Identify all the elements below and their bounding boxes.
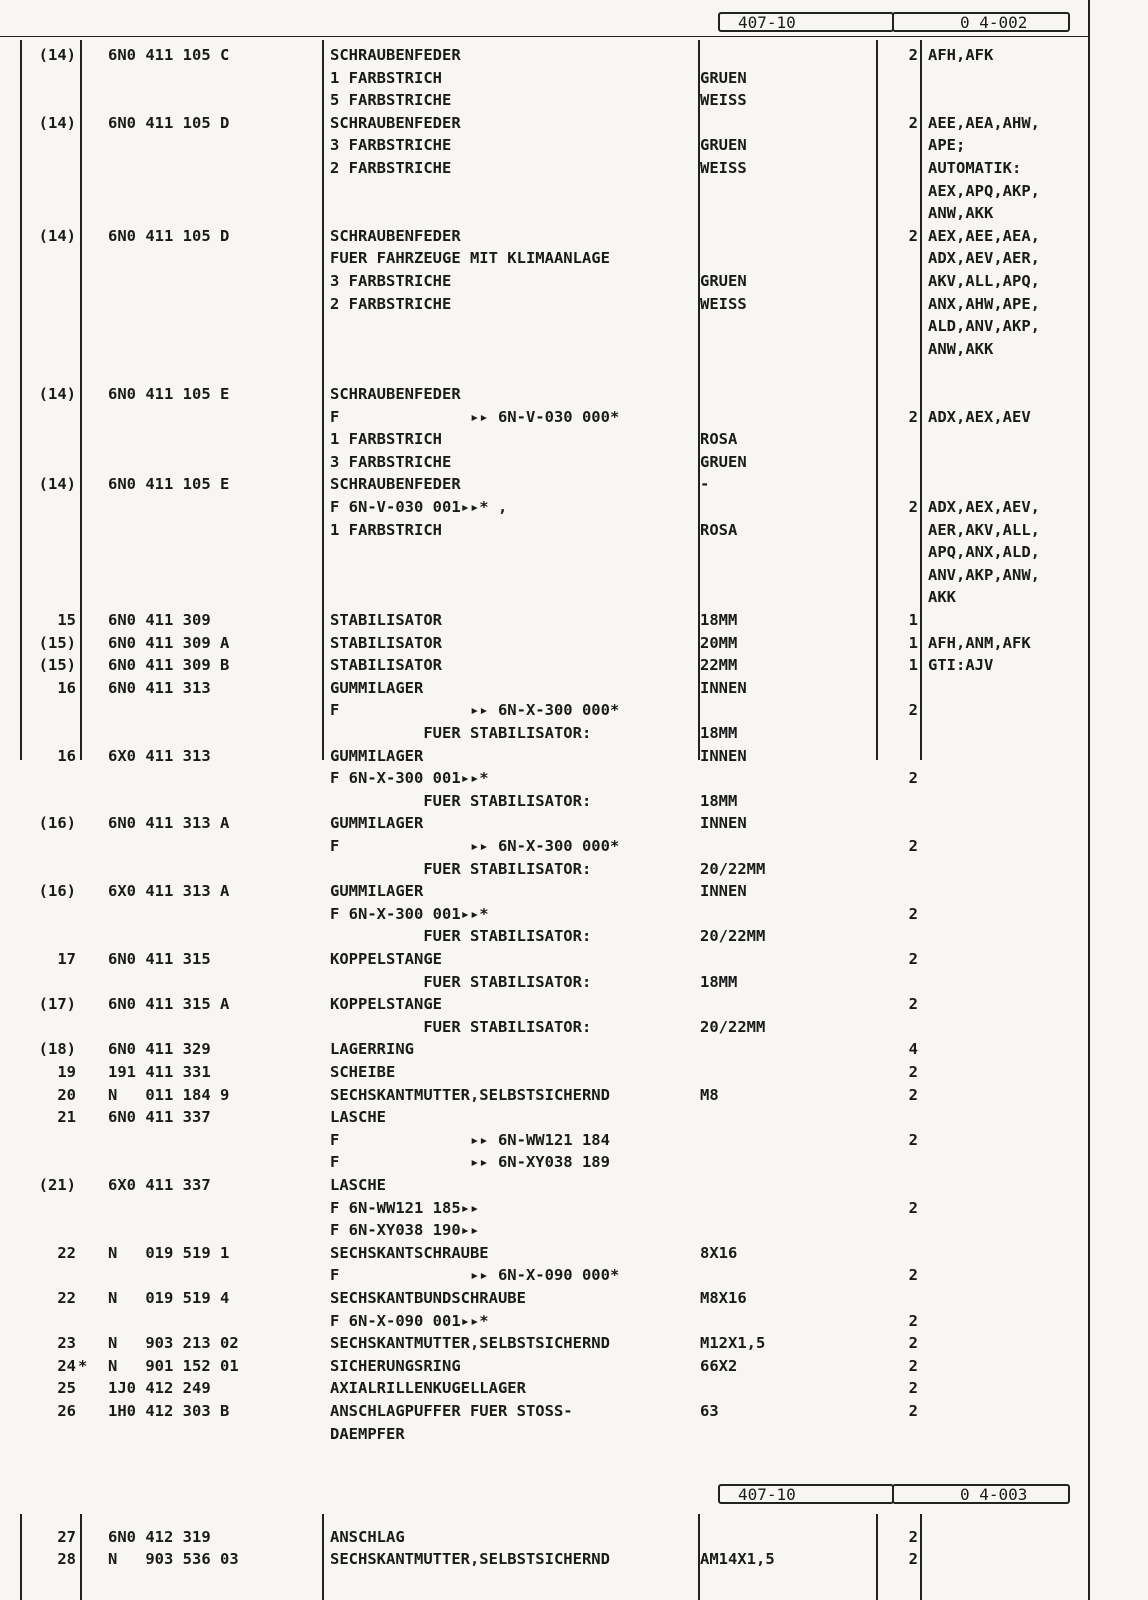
specification: ROSA bbox=[700, 430, 738, 449]
remark: AEX,AEE,AEA, bbox=[928, 226, 1040, 245]
page1-header-ref-box bbox=[892, 12, 1070, 32]
table-row bbox=[0, 745, 1148, 767]
description: F ▸▸ 6N-V-030 000* bbox=[330, 407, 620, 426]
remark: AFH,AFK bbox=[928, 46, 994, 64]
description: SCHRAUBENFEDER bbox=[330, 226, 461, 245]
quantity: 2 bbox=[908, 1266, 918, 1285]
table-row bbox=[0, 1174, 1148, 1196]
quantity: 2 bbox=[908, 904, 918, 923]
description: STABILISATOR bbox=[330, 633, 442, 652]
part-number: N 901 152 01 bbox=[108, 1356, 239, 1375]
description: GUMMILAGER bbox=[330, 814, 424, 833]
description: KOPPELSTANGE bbox=[330, 950, 442, 968]
quantity: 2 bbox=[908, 837, 918, 855]
table-row bbox=[0, 677, 1148, 699]
description: LAGERRING bbox=[330, 1040, 414, 1059]
quantity: 1 bbox=[908, 656, 918, 675]
table-row bbox=[0, 790, 1148, 812]
description: FUER STABILISATOR: bbox=[330, 1017, 592, 1036]
table-row bbox=[0, 1264, 1148, 1286]
description: FUER STABILISATOR: bbox=[330, 791, 592, 810]
item-number: 22 bbox=[57, 1243, 76, 1262]
specification: WEISS bbox=[700, 91, 747, 110]
specification: 8X16 bbox=[700, 1243, 738, 1262]
table-row bbox=[0, 586, 1148, 608]
description: LASCHE bbox=[330, 1176, 386, 1194]
specification: WEISS bbox=[700, 159, 747, 177]
table-row bbox=[0, 925, 1148, 947]
new-part-marker: * bbox=[78, 1356, 88, 1375]
table-row bbox=[0, 180, 1148, 202]
table-row bbox=[0, 1400, 1148, 1422]
quantity: 2 bbox=[908, 46, 918, 64]
item-number: 19 bbox=[57, 1063, 76, 1081]
specification: 18MM bbox=[700, 724, 738, 742]
specification: - bbox=[700, 475, 710, 494]
specification: M8 bbox=[700, 1085, 719, 1104]
item-number: (17) bbox=[38, 995, 76, 1014]
item-number: (15) bbox=[38, 656, 76, 675]
table-row bbox=[0, 293, 1148, 315]
table-row bbox=[0, 971, 1148, 993]
description: F 6N-XY038 190▸▸ bbox=[330, 1221, 480, 1240]
table-row bbox=[0, 1242, 1148, 1264]
table-row bbox=[0, 383, 1148, 405]
quantity: 2 bbox=[908, 701, 918, 720]
part-number: 6N0 411 309 bbox=[108, 611, 211, 629]
specification: M12X1,5 bbox=[700, 1334, 766, 1353]
description: DAEMPFER bbox=[330, 1424, 405, 1443]
description: GUMMILAGER bbox=[330, 882, 424, 901]
specification: GRUEN bbox=[700, 136, 747, 155]
item-number: (14) bbox=[38, 226, 76, 245]
description: STABILISATOR bbox=[330, 656, 442, 675]
remark: APQ,ANX,ALD, bbox=[928, 543, 1040, 562]
remark: ANW,AKK bbox=[928, 339, 994, 358]
quantity: 2 bbox=[908, 1402, 918, 1420]
quantity: 2 bbox=[908, 113, 918, 132]
remark: ANV,AKP,ANW, bbox=[928, 565, 1040, 584]
table-row bbox=[0, 903, 1148, 925]
description: F 6N-WW121 185▸▸ bbox=[330, 1198, 480, 1217]
description: FUER FAHRZEUGE MIT KLIMAANLAGE bbox=[330, 249, 610, 268]
part-number: 6N0 411 315 A bbox=[108, 995, 230, 1014]
part-number: 6N0 411 315 bbox=[108, 950, 211, 968]
item-number: (16) bbox=[38, 814, 76, 833]
part-number: 6N0 411 105 D bbox=[108, 226, 230, 245]
item-number: 24 bbox=[57, 1356, 76, 1375]
specification: 18MM bbox=[700, 611, 738, 629]
description: SECHSKANTMUTTER,SELBSTSICHERND bbox=[330, 1550, 610, 1568]
table-row bbox=[0, 541, 1148, 563]
specification: 18MM bbox=[700, 791, 738, 810]
table-row bbox=[0, 225, 1148, 247]
description: 3 FARBSTRICHE bbox=[330, 452, 452, 471]
item-number: 15 bbox=[57, 611, 76, 629]
table-row bbox=[0, 202, 1148, 224]
specification: 20/22MM bbox=[700, 927, 766, 946]
item-number: 21 bbox=[57, 1108, 76, 1127]
table-row bbox=[0, 247, 1148, 269]
table-row bbox=[0, 1377, 1148, 1399]
table-row bbox=[0, 632, 1148, 654]
remark: AEE,AEA,AHW, bbox=[928, 113, 1040, 132]
remark: ANX,AHW,APE, bbox=[928, 294, 1040, 313]
specification: ROSA bbox=[700, 520, 738, 539]
remark: ALD,ANV,AKP, bbox=[928, 317, 1040, 336]
table-row bbox=[0, 451, 1148, 473]
description: F ▸▸ 6N-X-090 000* bbox=[330, 1266, 620, 1285]
part-number: 191 411 331 bbox=[108, 1063, 211, 1081]
description: F ▸▸ 6N-X-300 000* bbox=[330, 701, 620, 720]
table-row bbox=[0, 767, 1148, 789]
part-number: N 019 519 4 bbox=[108, 1289, 230, 1307]
table-row bbox=[0, 722, 1148, 744]
table-row bbox=[0, 112, 1148, 134]
table-row bbox=[0, 1355, 1148, 1377]
description: F 6N-X-300 001▸▸* bbox=[330, 904, 489, 923]
specification: INNEN bbox=[700, 814, 747, 833]
table-row bbox=[0, 1061, 1148, 1083]
quantity: 2 bbox=[908, 1528, 918, 1546]
quantity: 2 bbox=[908, 498, 918, 516]
table-row bbox=[0, 473, 1148, 495]
specification: INNEN bbox=[700, 678, 747, 697]
item-number: 27 bbox=[57, 1528, 76, 1546]
description: F 6N-X-300 001▸▸* bbox=[330, 769, 489, 788]
description: GUMMILAGER bbox=[330, 678, 424, 697]
description: F 6N-V-030 001▸▸* , bbox=[330, 498, 508, 516]
page1-header-group-box bbox=[718, 12, 894, 32]
part-number: N 019 519 1 bbox=[108, 1243, 230, 1262]
specification: 20/22MM bbox=[700, 859, 766, 878]
item-number: (15) bbox=[38, 633, 76, 652]
item-number: 23 bbox=[57, 1334, 76, 1353]
remark: AUTOMATIK: bbox=[928, 159, 1022, 177]
description: SECHSKANTBUNDSCHRAUBE bbox=[330, 1289, 526, 1307]
table-row bbox=[0, 858, 1148, 880]
part-number: 6N0 411 105 E bbox=[108, 475, 230, 494]
description: F ▸▸ 6N-WW121 184 bbox=[330, 1130, 610, 1149]
description: 1 FARBSTRICH bbox=[330, 430, 442, 449]
part-number: 6N0 411 337 bbox=[108, 1108, 211, 1127]
description: ANSCHLAG bbox=[330, 1528, 405, 1546]
quantity: 2 bbox=[908, 407, 918, 426]
table-row bbox=[0, 1197, 1148, 1219]
item-number: (18) bbox=[38, 1040, 76, 1059]
description: SECHSKANTSCHRAUBE bbox=[330, 1243, 489, 1262]
table-row bbox=[0, 89, 1148, 111]
part-number: N 903 536 03 bbox=[108, 1550, 239, 1568]
table-row bbox=[0, 157, 1148, 179]
quantity: 1 bbox=[908, 633, 918, 652]
description: FUER STABILISATOR: bbox=[330, 724, 592, 742]
description: GUMMILAGER bbox=[330, 746, 424, 765]
remark: AEX,APQ,AKP, bbox=[928, 181, 1040, 200]
description: 2 FARBSTRICHE bbox=[330, 294, 452, 313]
item-number: (21) bbox=[38, 1176, 76, 1194]
remark: ADX,AEX,AEV bbox=[928, 407, 1031, 426]
specification: AM14X1,5 bbox=[700, 1550, 775, 1568]
specification: 63 bbox=[700, 1402, 719, 1420]
table-row bbox=[0, 338, 1148, 360]
table-row bbox=[0, 1332, 1148, 1354]
part-number: 6N0 411 309 A bbox=[108, 633, 230, 652]
item-number: 16 bbox=[57, 746, 76, 765]
part-number: N 903 213 02 bbox=[108, 1334, 239, 1353]
specification: 22MM bbox=[700, 656, 738, 675]
table-row bbox=[0, 993, 1148, 1015]
table-row bbox=[0, 948, 1148, 970]
page2-header-group-box bbox=[718, 1484, 894, 1504]
description: 5 FARBSTRICHE bbox=[330, 91, 452, 110]
specification: 66X2 bbox=[700, 1356, 738, 1375]
table-row bbox=[0, 1129, 1148, 1151]
quantity: 2 bbox=[908, 226, 918, 245]
remark: GTI:AJV bbox=[928, 656, 994, 675]
item-number: 20 bbox=[57, 1085, 76, 1104]
table-row bbox=[0, 428, 1148, 450]
table-row bbox=[0, 1526, 1148, 1548]
table-row bbox=[0, 699, 1148, 721]
part-number: 6N0 411 105 C bbox=[108, 46, 230, 64]
table-row bbox=[0, 609, 1148, 631]
table-row bbox=[0, 67, 1148, 89]
specification: M8X16 bbox=[700, 1289, 747, 1307]
description: SECHSKANTMUTTER,SELBSTSICHERND bbox=[330, 1334, 610, 1353]
description: 2 FARBSTRICHE bbox=[330, 159, 452, 177]
item-number: (14) bbox=[38, 113, 76, 132]
description: 3 FARBSTRICHE bbox=[330, 136, 452, 155]
page2-group-number: 407-10 bbox=[738, 1485, 796, 1504]
page2-page-reference: 0 4-003 bbox=[960, 1485, 1028, 1504]
table-row bbox=[0, 134, 1148, 156]
description: FUER STABILISATOR: bbox=[330, 859, 592, 878]
table-row bbox=[0, 835, 1148, 857]
table-row bbox=[0, 360, 1148, 382]
remark: AKV,ALL,APQ, bbox=[928, 272, 1040, 290]
description: SCHRAUBENFEDER bbox=[330, 385, 461, 403]
description: SCHRAUBENFEDER bbox=[330, 113, 461, 132]
description: KOPPELSTANGE bbox=[330, 995, 442, 1014]
part-number: 6X0 411 313 A bbox=[108, 882, 230, 901]
description: SCHEIBE bbox=[330, 1063, 396, 1081]
part-number: 1H0 412 303 B bbox=[108, 1402, 230, 1420]
remark: ADX,AEX,AEV, bbox=[928, 498, 1040, 516]
table-row bbox=[0, 1151, 1148, 1173]
table-row bbox=[0, 1287, 1148, 1309]
description: 1 FARBSTRICH bbox=[330, 520, 442, 539]
remark: ADX,AEV,AER, bbox=[928, 249, 1040, 268]
table-row bbox=[0, 812, 1148, 834]
quantity: 2 bbox=[908, 1063, 918, 1081]
item-number: (14) bbox=[38, 46, 76, 64]
page1-header-rule bbox=[0, 36, 1090, 37]
item-number: 22 bbox=[57, 1289, 76, 1307]
remark: APE; bbox=[928, 136, 966, 155]
part-number: 6N0 411 329 bbox=[108, 1040, 211, 1059]
part-number: 6N0 411 105 D bbox=[108, 113, 230, 132]
description: SICHERUNGSRING bbox=[330, 1356, 461, 1375]
item-number: 16 bbox=[57, 678, 76, 697]
description: LASCHE bbox=[330, 1108, 386, 1127]
description: 3 FARBSTRICHE bbox=[330, 272, 452, 290]
page1-group-number: 407-10 bbox=[738, 13, 796, 32]
description: ANSCHLAGPUFFER FUER STOSS- bbox=[330, 1402, 573, 1420]
table-row bbox=[0, 44, 1148, 66]
table-row bbox=[0, 1038, 1148, 1060]
table-row bbox=[0, 564, 1148, 586]
table-row bbox=[0, 1106, 1148, 1128]
table-row bbox=[0, 519, 1148, 541]
description: AXIALRILLENKUGELLAGER bbox=[330, 1379, 526, 1398]
item-number: (14) bbox=[38, 475, 76, 494]
part-number: 6N0 411 309 B bbox=[108, 656, 230, 675]
description: F ▸▸ 6N-XY038 189 bbox=[330, 1153, 610, 1172]
quantity: 2 bbox=[908, 1334, 918, 1353]
part-number: 6X0 411 313 bbox=[108, 746, 211, 765]
table-row bbox=[0, 1016, 1148, 1038]
remark: AFH,ANM,AFK bbox=[928, 633, 1031, 652]
specification: INNEN bbox=[700, 746, 747, 765]
specification: 20MM bbox=[700, 633, 738, 652]
part-number: 6X0 411 337 bbox=[108, 1176, 211, 1194]
table-row bbox=[0, 315, 1148, 337]
specification: 18MM bbox=[700, 972, 738, 991]
item-number: 25 bbox=[57, 1379, 76, 1398]
quantity: 2 bbox=[908, 1130, 918, 1149]
remark: AER,AKV,ALL, bbox=[928, 520, 1040, 539]
item-number: 28 bbox=[57, 1550, 76, 1568]
description: SCHRAUBENFEDER bbox=[330, 46, 461, 64]
description: FUER STABILISATOR: bbox=[330, 972, 592, 991]
table-row bbox=[0, 1310, 1148, 1332]
part-number: N 011 184 9 bbox=[108, 1085, 230, 1104]
description: SECHSKANTMUTTER,SELBSTSICHERND bbox=[330, 1085, 610, 1104]
specification: GRUEN bbox=[700, 272, 747, 290]
part-number: 1J0 412 249 bbox=[108, 1379, 211, 1398]
remark: ANW,AKK bbox=[928, 204, 994, 223]
table-row bbox=[0, 1423, 1148, 1445]
description: STABILISATOR bbox=[330, 611, 442, 629]
quantity: 2 bbox=[908, 1085, 918, 1104]
description: 1 FARBSTRICH bbox=[330, 68, 442, 87]
table-row bbox=[0, 406, 1148, 428]
specification: WEISS bbox=[700, 294, 747, 313]
item-number: (16) bbox=[38, 882, 76, 901]
description: F 6N-X-090 001▸▸* bbox=[330, 1311, 489, 1330]
specification: INNEN bbox=[700, 882, 747, 901]
quantity: 1 bbox=[908, 611, 918, 629]
part-number: 6N0 411 313 A bbox=[108, 814, 230, 833]
table-row bbox=[0, 1219, 1148, 1241]
part-number: 6N0 412 319 bbox=[108, 1528, 211, 1546]
description: FUER STABILISATOR: bbox=[330, 927, 592, 946]
specification: 20/22MM bbox=[700, 1017, 766, 1036]
description: SCHRAUBENFEDER bbox=[330, 475, 461, 494]
table-row bbox=[0, 270, 1148, 292]
page1-page-reference: 0 4-002 bbox=[960, 13, 1028, 32]
description: F ▸▸ 6N-X-300 000* bbox=[330, 837, 620, 855]
table-row bbox=[0, 1084, 1148, 1106]
table-row bbox=[0, 496, 1148, 518]
quantity: 2 bbox=[908, 769, 918, 788]
table-row bbox=[0, 654, 1148, 676]
remark: AKK bbox=[928, 588, 956, 607]
item-number: 26 bbox=[57, 1402, 76, 1420]
item-number: 17 bbox=[57, 950, 76, 968]
table-row bbox=[0, 1548, 1148, 1570]
item-number: (14) bbox=[38, 385, 76, 403]
table-row bbox=[0, 880, 1148, 902]
quantity: 2 bbox=[908, 1356, 918, 1375]
quantity: 2 bbox=[908, 995, 918, 1014]
specification: GRUEN bbox=[700, 68, 747, 87]
quantity: 4 bbox=[908, 1040, 918, 1059]
quantity: 2 bbox=[908, 1379, 918, 1398]
part-number: 6N0 411 105 E bbox=[108, 385, 230, 403]
page2-header-ref-box bbox=[892, 1484, 1070, 1504]
quantity: 2 bbox=[908, 1311, 918, 1330]
quantity: 2 bbox=[908, 1550, 918, 1568]
part-number: 6N0 411 313 bbox=[108, 678, 211, 697]
quantity: 2 bbox=[908, 1198, 918, 1217]
quantity: 2 bbox=[908, 950, 918, 968]
specification: GRUEN bbox=[700, 452, 747, 471]
